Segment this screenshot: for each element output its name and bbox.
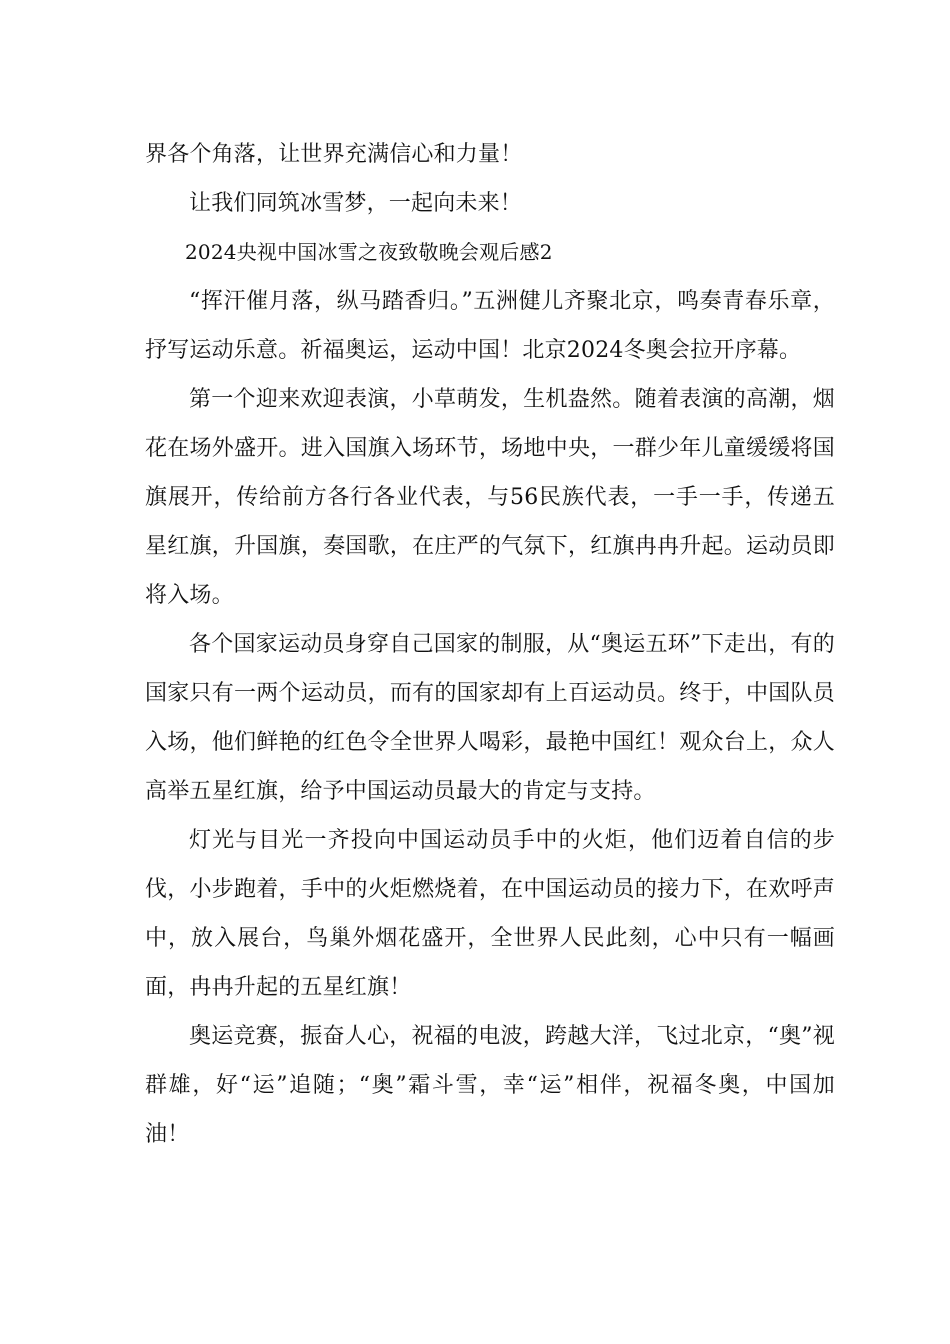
paragraph-opening: “挥汗催月落，纵马踏香归。”五洲健儿齐聚北京，鸣奏青春乐章，抒写运动乐意。祈福奥运，运动中国！北京2024冬奥会拉开序幕。 [145,289,835,363]
paragraph-closing-slogan: 让我们同筑冰雪梦，一起向未来！ [189,191,523,216]
document-body [145,130,835,1159]
paragraph-continuation: 界各个角落，让世界充满信心和力量！ [145,142,523,167]
paragraph-welcome-show: 第一个迎来欢迎表演，小草萌发，生机盎然。随着表演的高潮，烟花在场外盛开。进入国旗入场环节，场地中央，一群少年儿童缓缓将国旗展开，传给前方各行各业代表，与56民族代表，一手一手，传递五星红旗，升国旗，奏国歌，在庄严的气氛下，红旗冉冉升起。运动员即将入场。 [145,387,835,608]
paragraph-athletes-entry: 各个国家运动员身穿自己国家的制服，从“奥运五环”下走出，有的国家只有一两个运动员，而有的国家却有上百运动员。终于，中国队员入场，他们鲜艳的红色令全世界人喝彩，最艳中国红！观众台上，众人高举五星红旗，给予中国运动员最大的肯定与支持。 [145,632,835,804]
paragraph-blessing: 奥运竞赛，振奋人心，祝福的电波，跨越大洋，飞过北京，“奥”视群雄，好“运”追随；“奥”霜斗雪，幸“运”相伴，祝福冬奥，中国加油！ [145,1024,835,1147]
paragraph-torch: 灯光与目光一齐投向中国运动员手中的火炬，他们迈着自信的步伐，小步跑着，手中的火炬燃烧着，在中国运动员的接力下，在欢呼声中，放入展台，鸟巢外烟花盛开，全世界人民此刻，心中只有一幅画面，冉冉升起的五星红旗！ [145,828,835,1000]
section-title: 2024央视中国冰雪之夜致敬晚会观后感2 [185,240,553,264]
